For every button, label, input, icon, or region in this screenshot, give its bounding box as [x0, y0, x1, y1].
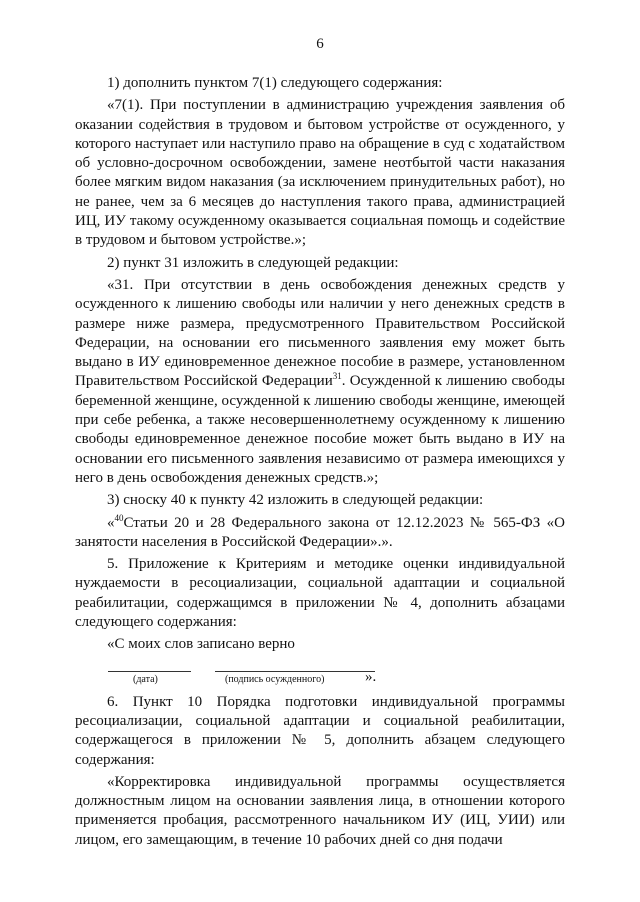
paragraph-item-1: 1) дополнить пунктом 7(1) следующего содержания: [107, 75, 443, 91]
document-body [75, 74, 565, 853]
signature-closing-quote: ». [365, 668, 377, 685]
page-number: 6 [316, 36, 324, 52]
signature-line [215, 671, 375, 672]
footnote-ref-40: 40 [114, 512, 124, 523]
correction-paragraph: «Корректировка индивидуальной программы осуществляется должностным лицом на основании заявления лица, в отношении которого применяется пробация, рассмотренного начальником ИУ (ИЦ, УИИ) или лицом, его замещающим, в течение 10 рабочих дней со дня подачи [75, 773, 565, 848]
paragraph-31-part-2: . Осужденной к лишению свободы беременной женщине, осужденной к лишению свободы женщине, имеющей при себе ребенка, а также несовершеннолетнему осужденному к лишению свободы единовременное денежное пособие может быть выдано в ИУ на основании его письменного заявления независимо от размера имеющихся у него в день освобождения денежных средств.»; [75, 373, 565, 486]
signature-caption: (подпись осужденного) [225, 673, 325, 685]
footnote-40-open-quote: « [107, 514, 115, 531]
footnote-40-text [75, 514, 565, 553]
attestation-text: «С моих слов записано верно [107, 636, 295, 653]
footnote-ref-31: 31 [332, 371, 342, 382]
paragraph-item-6: 6. Пункт 10 Порядка подготовки индивидуальной программы ресоциализации, социальной адаптации и социальной реабилитации, содержащегося в приложении № 5, дополнить абзацем следующего содержания: [75, 693, 565, 768]
signature-block [75, 661, 565, 691]
date-caption: (дата) [133, 673, 158, 685]
paragraph-item-7-1-text: «7(1). При поступлении в администрацию учреждения заявления об оказании содействия в трудовом и бытовом устройстве от осужденного, у которого наступает или наступило право на обращение в суд с ходатайством об условно-досрочном освобождении, замене неотбытой части наказания более мягким видом наказания (за исключением принудительных работ), но не ранее, чем за 6 месяцев до наступления такого права, администрацией ИЦ, ИУ такому осужденному оказывается социальная помощь и содействие в трудовом и бытовом устройстве.»; [75, 97, 565, 249]
paragraph-item-31-text [75, 276, 565, 488]
footnote-40-body: Статьи 20 и 28 Федерального закона от 12.12.2023 № 565-ФЗ «О занятости населения в Российской Федерации».». [75, 514, 565, 550]
paragraph-item-5: 5. Приложение к Критериям и методике оценки индивидуальной нуждаемости в ресоциализации, социальной адаптации и социальной реабилитации, содержащимся в приложении № 4, дополнить абзацами следующего содержания: [75, 556, 565, 631]
paragraph-item-3: 3) сноску 40 к пункту 42 изложить в следующей редакции: [107, 492, 484, 509]
paragraph-item-2: 2) пункт 31 изложить в следующей редакции: [107, 254, 399, 271]
paragraph-31-part-1: «31. При отсутствии в день освобождения денежных средств у осужденного к лишению свободы или наличии у него денежных средств в размере ниже размера, предусмотренного Правительством Российской Федерации, на основании его письменного заявления ему может быть выдано в ИУ единовременное денежное пособие в размере, установленном Правительством Российской Федерации [75, 276, 565, 390]
date-line [108, 671, 191, 672]
